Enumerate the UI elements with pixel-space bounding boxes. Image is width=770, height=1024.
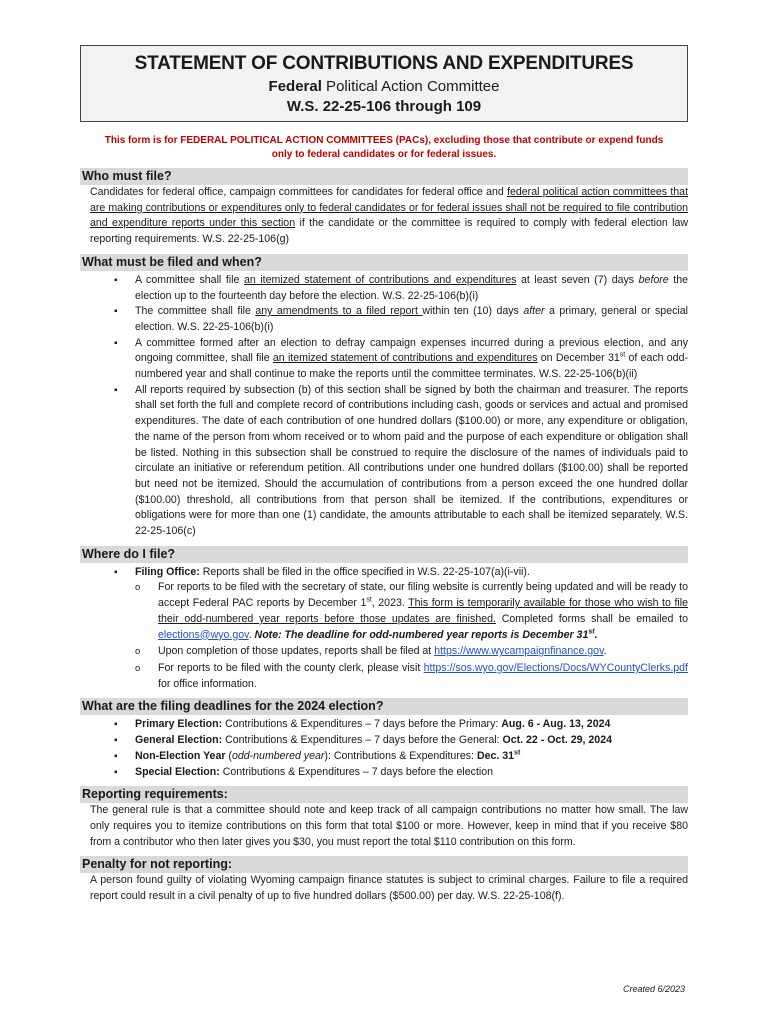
list-item: ▪ The committee shall file any amendments to a filed report within ten (10) days after a primary, general or special election. W.S. 22-25-106(b)(i) [80,304,688,335]
section-heading-what: What must be filed and when? [80,254,688,271]
document-page [80,45,688,905]
section-heading-reporting: Reporting requirements: [80,786,688,803]
reporting-paragraph: The general rule is that a committee should note and keep track of all campaign contributions no matter how small. The law only requires you to itemize contributions on this form that total $100 or more. However, keep in mind that if you receive $80 from a contributor who then later gives you $30, you must report the total $110 contribution on this form. [90,804,688,848]
county-clerks-link[interactable]: https://sos.wyo.gov/Elections/Docs/WYCountyClerks.pdf [423,661,688,674]
sublist-item: o Upon completion of those updates, reports shall be filed at https://www.wycampaignfinance.gov. [135,644,688,660]
federal-pac-notice: This form is for FEDERAL POLITICAL ACTION COMMITTEES (PACs), excluding those that contribute or expend funds only to federal candidates or for federal issues. [104,135,664,160]
sublist-item: o For reports to be filed with the secretary of state, our filing website is currently being updated and will be ready to accept Federal PAC reports by December 1st, 2023. This form is temporarily available for those who wish to file their odd-numbered year reports before those updates are finished. Completed forms shall be emailed to elections@wyo.gov. Note: The deadline for odd-numbered year reports is December 31st. [135,580,688,643]
list-item-filing-office: ▪ Filing Office: Reports shall be filed in the office specified in W.S. 22-25-107(a)(i-vii). o For reports to be filed with the secretary of state, our filing website is currently being updated and will be ready to accept Federal PAC reports by December 1st, 2023. This form is temporarily available for those who wish to file their odd-numbered year reports before those updates are finished. Completed forms shall be emailed to elections@wyo.gov. Note: The deadline for odd-numbered year reports is December 31st. o Upon completion of those updates, reports shall be filed at https://www.wycampaignfinance.gov. o For reports to be filed with the county clerk, please visit https://sos.wyo.gov/Elections/Docs/WYCountyClerks.pdf for office information. [80,565,688,693]
section-heading-penalty: Penalty for not reporting: [80,856,688,873]
campaign-finance-link[interactable]: https://www.wycampaignfinance.gov [434,645,604,658]
deadlines-list [80,717,688,780]
filing-office-sublist [135,580,688,692]
sublist-item: o For reports to be filed with the county clerk, please visit https://sos.wyo.gov/Elections/Docs/WYCountyClerks.pdf for office information. [135,661,688,692]
created-date: Created 6/2023 [622,984,685,994]
who-paragraph: Candidates for federal office, campaign committees for candidates for federal office and federal political action committees that are making contributions or expenditures only to federal candidates or for federal issues shall not be required to file contribution and expenditure reports under this section if the candidate or the committee is required to comply with federal election law reporting requirements. W.S. 22-25-106(g) [90,186,689,246]
deadline-general: ▪ General Election: Contributions & Expenditures – 7 days before the General: Oct. 22 - Oct. 29, 2024 [80,733,688,749]
list-item: ▪ A committee shall file an itemized statement of contributions and expenditures at least seven (7) days before the election up to the fourteenth day before the election. W.S. 22-25-106(b)(i) [80,273,688,304]
list-item: ▪ All reports required by subsection (b) of this section shall be signed by both the chairman and treasurer. The reports shall set forth the full and complete record of contributions including cash, goods or services and actual and promised expenditures. The date of each contribution of one hundred dollars ($100.00) or more, any expenditure or obligation, the name of the person from whom received or to whom paid and the purpose of each expenditure or obligation shall be listed. Nothing in this subsection shall be construed to require the disclosure of the names of individuals paid to circulate an initiative or referendum petition. All contributions under one hundred dollars ($100.00) shall be reported but need not be itemized. Should the accumulation of contributions from a person exceed the one hundred dollar ($100.00) threshold, all contributions from that person shall be itemized. If the contributions, expenditures or obligations were for more than one (1) candidate, the amounts attributable to each shall be itemized separately. W.S. 22-25-106(c) [80,383,688,540]
email-link[interactable]: elections@wyo.gov [158,628,249,641]
title-box [80,45,688,122]
section-heading-deadlines: What are the filing deadlines for the 2024 election? [80,698,688,715]
penalty-paragraph: A person found guilty of violating Wyoming campaign finance statutes is subject to criminal charges. Failure to file a required report could result in a civil penalty of up to five hundred dollars ($500.00) per day. W.S. 22-25-108(f). [90,874,688,903]
page-title: STATEMENT OF CONTRIBUTIONS AND EXPENDITURES [134,53,634,74]
deadline-primary: ▪ Primary Election: Contributions & Expenditures – 7 days before the Primary: Aug. 6 - Aug. 13, 2024 [80,717,688,733]
section-heading-who: Who must file? [80,168,688,185]
statute-reference: W.S. 22-25-106 through 109 [286,98,482,115]
where-list [80,565,688,693]
deadline-non-election: ▪ Non-Election Year (odd-numbered year): Contributions & Expenditures: Dec. 31st [80,749,688,765]
page-subtitle: Federal Political Action Committee [268,78,500,95]
section-heading-where: Where do I file? [80,546,688,563]
list-item: ▪ A committee formed after an election to defray campaign expenses incurred during a previous election, and any ongoing committee, shall file an itemized statement of contributions and expenditures on December 31st of each odd-numbered year and shall continue to make the reports until the committee terminates. W.S. 22-25-106(b)(ii) [80,336,688,383]
deadline-special: ▪ Special Election: Contributions & Expenditures – 7 days before the election [80,765,688,781]
what-list [80,273,688,540]
